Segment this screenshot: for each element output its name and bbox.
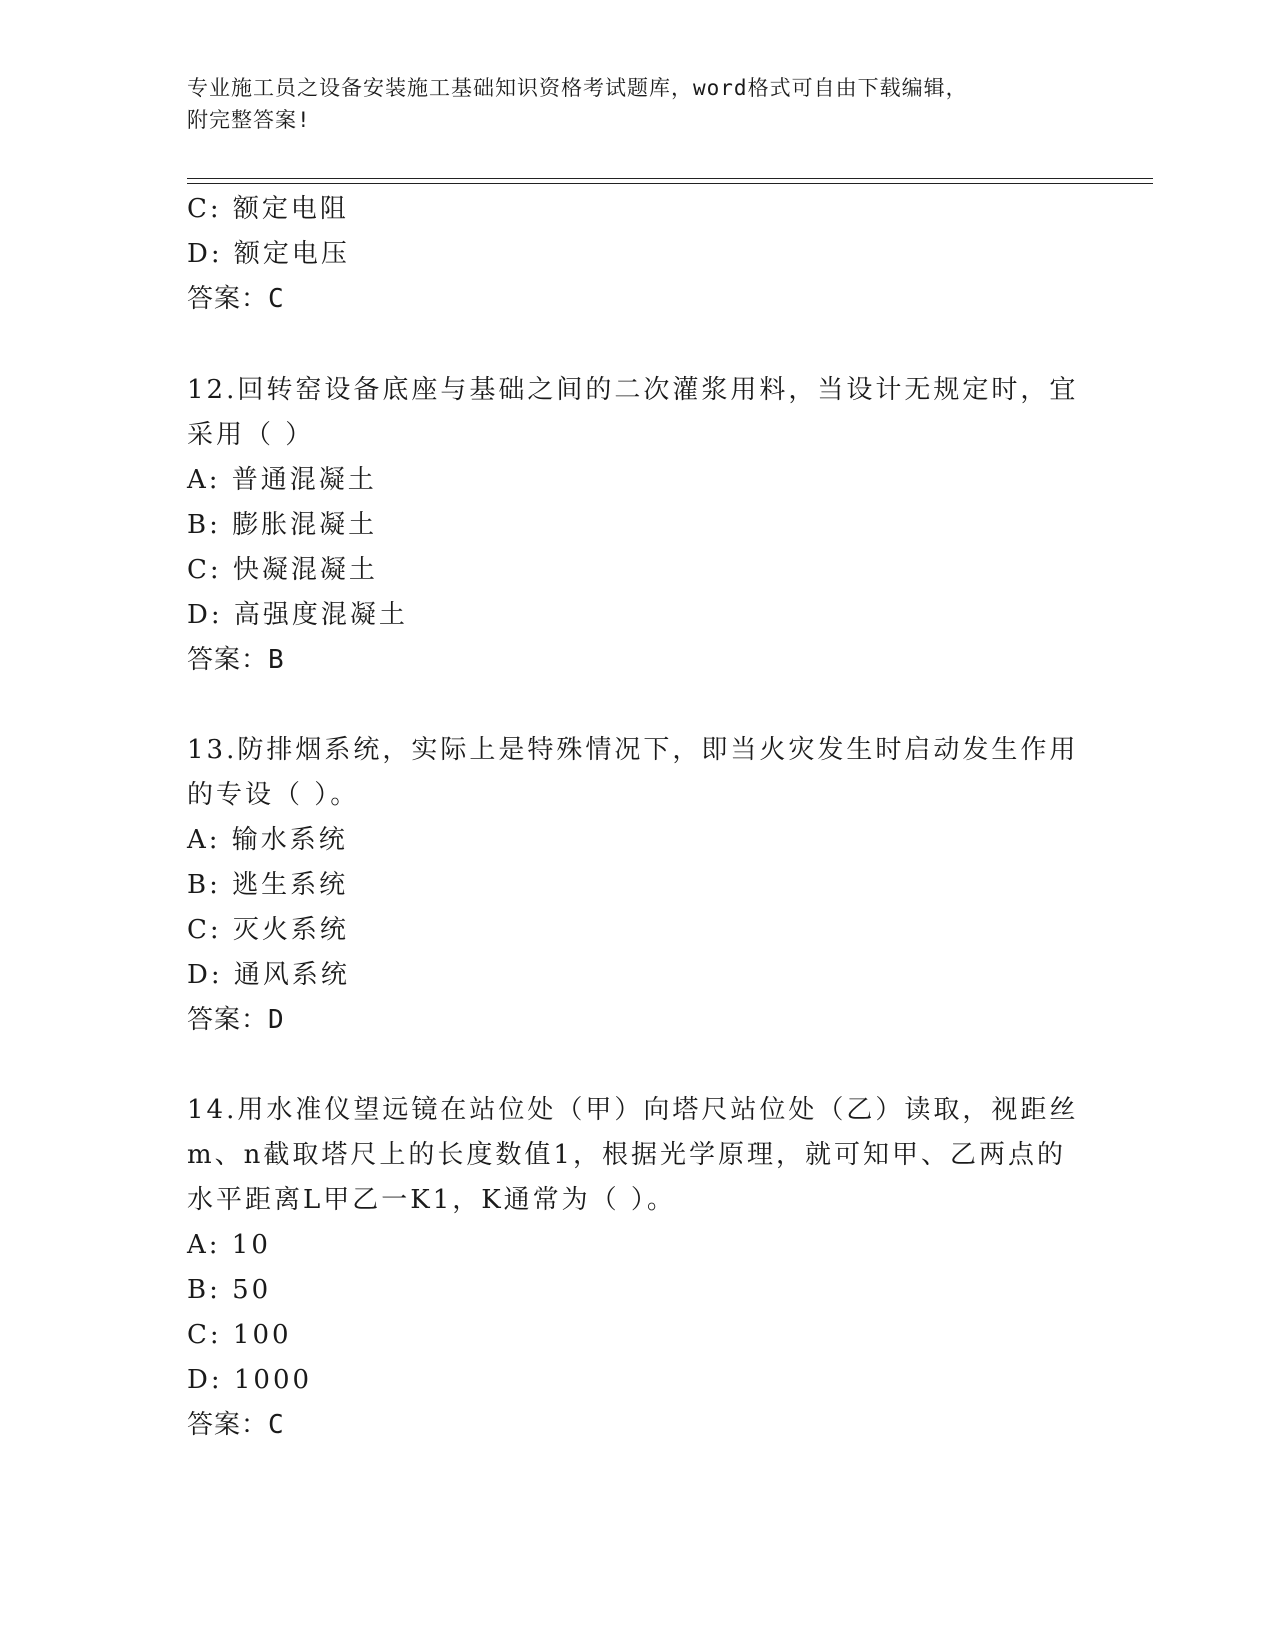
header-rule-top (187, 178, 1153, 179)
q14-stem-line-1: 14.用水准仪望远镜在站位处（甲）向塔尺站位处（乙）读取，视距丝 (187, 1095, 1079, 1125)
q12-stem-line-1: 12.回转窑设备底座与基础之间的二次灌浆用料，当设计无规定时，宜 (187, 375, 1079, 405)
header-rule-bottom (187, 183, 1153, 184)
q12-option-d: D: 高强度混凝土 (187, 600, 408, 630)
q14-stem-line-3: 水平距离L甲乙一K1，K通常为（ ）。 (187, 1185, 676, 1215)
q13-option-a: A: 输水系统 (187, 825, 348, 855)
header-line-2: 附完整答案! (187, 108, 311, 132)
q13-option-d: D: 通风系统 (187, 960, 350, 990)
answer-label: 答案： (187, 1005, 269, 1035)
q12-option-a: A: 普通混凝土 (187, 465, 377, 495)
q11-option-c: C: 额定电阻 (187, 194, 349, 224)
document-header (187, 72, 1087, 136)
answer-value: D (268, 1005, 285, 1035)
q12-answer (187, 643, 285, 677)
q14-option-c: C: 100 (187, 1320, 292, 1350)
q13-option-b: B: 逃生系统 (187, 870, 349, 900)
q11-option-d: D: 额定电压 (187, 239, 350, 269)
q13-stem-line-2: 的专设（ ）。 (187, 780, 360, 810)
q13-answer (187, 1003, 285, 1037)
answer-value: C (268, 1410, 285, 1440)
q14-option-d: D: 1000 (187, 1365, 313, 1395)
answer-value: C (268, 284, 285, 314)
q11-answer (187, 282, 285, 316)
header-line-1: 专业施工员之设备安装施工基础知识资格考试题库，word格式可自由下载编辑， (187, 76, 968, 100)
answer-label: 答案： (187, 284, 269, 314)
answer-label: 答案： (187, 645, 269, 675)
q13-option-c: C: 灭火系统 (187, 915, 349, 945)
q14-stem-line-2: m、n截取塔尺上的长度数值1，根据光学原理，就可知甲、乙两点的 (187, 1140, 1066, 1170)
q14-option-b: B: 50 (187, 1275, 272, 1305)
q12-option-b: B: 膨胀混凝土 (187, 510, 378, 540)
q14-option-a: A: 10 (187, 1230, 271, 1260)
answer-value: B (268, 645, 285, 675)
q12-stem-line-2: 采用（ ） (187, 420, 315, 450)
q12-option-c: C: 快凝混凝土 (187, 555, 378, 585)
answer-label: 答案： (187, 1410, 269, 1440)
q13-stem-line-1: 13.防排烟系统，实际上是特殊情况下，即当火灾发生时启动发生作用 (187, 735, 1079, 765)
q14-answer (187, 1408, 285, 1442)
